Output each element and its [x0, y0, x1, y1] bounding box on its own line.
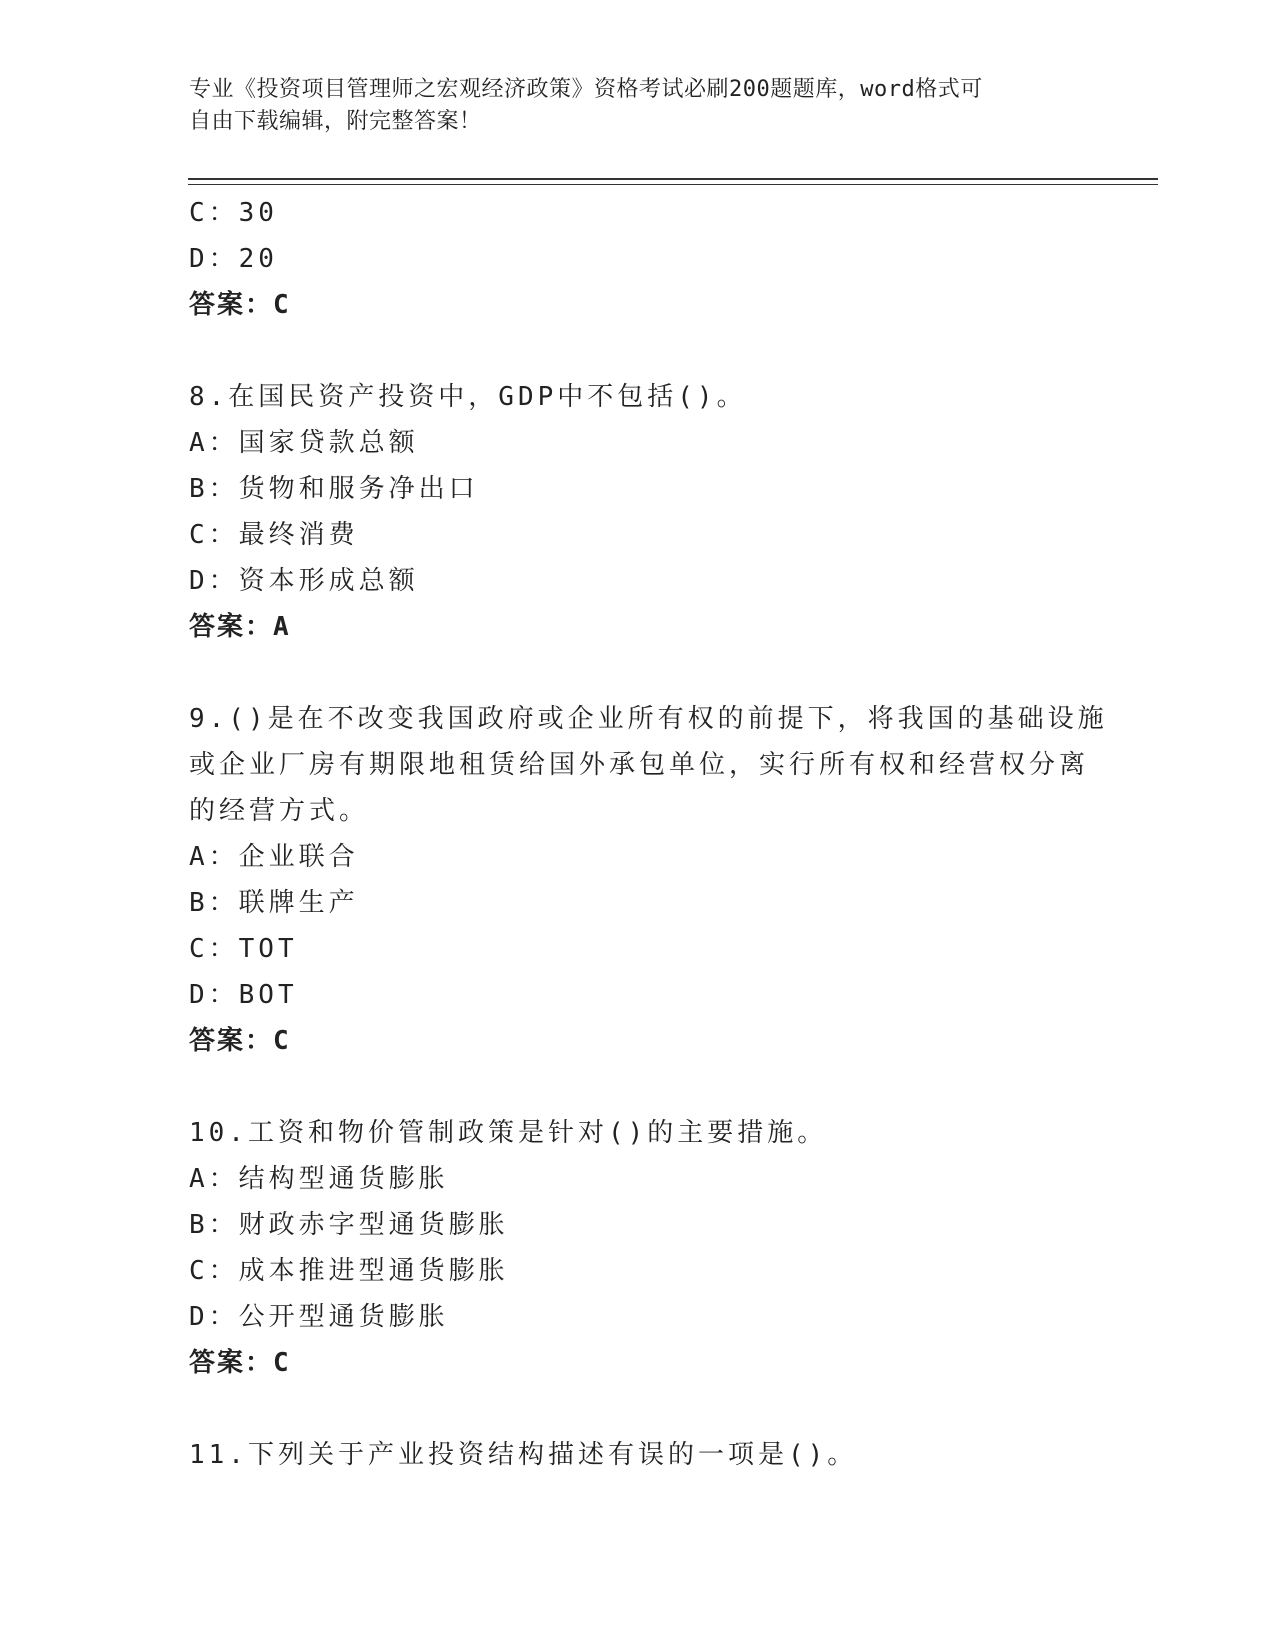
- question-10: [189, 1110, 1089, 1386]
- answer: 答案：C: [189, 1348, 291, 1378]
- option-d: D：资本形成总额: [189, 566, 419, 596]
- header-rule-thick: [188, 178, 1158, 180]
- question-9: [189, 696, 1108, 1064]
- option-d: D：20: [189, 244, 278, 274]
- question-7-tail: [189, 190, 1089, 328]
- answer: 答案：C: [189, 290, 291, 320]
- spacer: [189, 328, 1089, 374]
- option-a: A：国家贷款总额: [189, 428, 419, 458]
- question-11: [189, 1432, 1089, 1478]
- option-d: D：公开型通货膨胀: [189, 1302, 449, 1332]
- option-c: C：30: [189, 198, 278, 228]
- option-c: C：成本推进型通货膨胀: [189, 1256, 509, 1286]
- spacer: [189, 1386, 1089, 1432]
- option-d: D：BOT: [189, 980, 298, 1010]
- spacer: [189, 650, 1089, 696]
- spacer: [189, 1064, 1089, 1110]
- header-line-1: 专业《投资项目管理师之宏观经济政策》资格考试必刷200题题库，word格式可: [189, 77, 983, 102]
- option-c: C：最终消费: [189, 520, 359, 550]
- question-stem: 10.工资和物价管制政策是针对()的主要措施。: [189, 1118, 828, 1148]
- header-rule-thin: [188, 184, 1158, 185]
- question-list: [189, 190, 1108, 1478]
- answer: 答案：C: [189, 1026, 291, 1056]
- option-a: A：结构型通货膨胀: [189, 1164, 449, 1194]
- option-c: C：TOT: [189, 934, 298, 964]
- question-stem: 的经营方式。: [189, 796, 370, 826]
- question-stem: 8.在国民资产投资中，GDP中不包括()。: [189, 382, 747, 412]
- option-b: B：联牌生产: [189, 888, 359, 918]
- option-b: B：货物和服务净出口: [189, 474, 479, 504]
- question-8: [189, 374, 1089, 650]
- option-a: A：企业联合: [189, 842, 359, 872]
- answer: 答案：A: [189, 612, 291, 642]
- question-stem: 9.()是在不改变我国政府或企业所有权的前提下，将我国的基础设施: [189, 704, 1108, 734]
- question-stem: 或企业厂房有期限地租赁给国外承包单位，实行所有权和经营权分离: [189, 750, 1090, 780]
- option-b: B：财政赤字型通货膨胀: [189, 1210, 509, 1240]
- header-line-2: 自由下载编辑，附完整答案！: [189, 109, 482, 134]
- question-stem: 11.下列关于产业投资结构描述有误的一项是()。: [189, 1440, 858, 1470]
- document-header: [189, 74, 1069, 138]
